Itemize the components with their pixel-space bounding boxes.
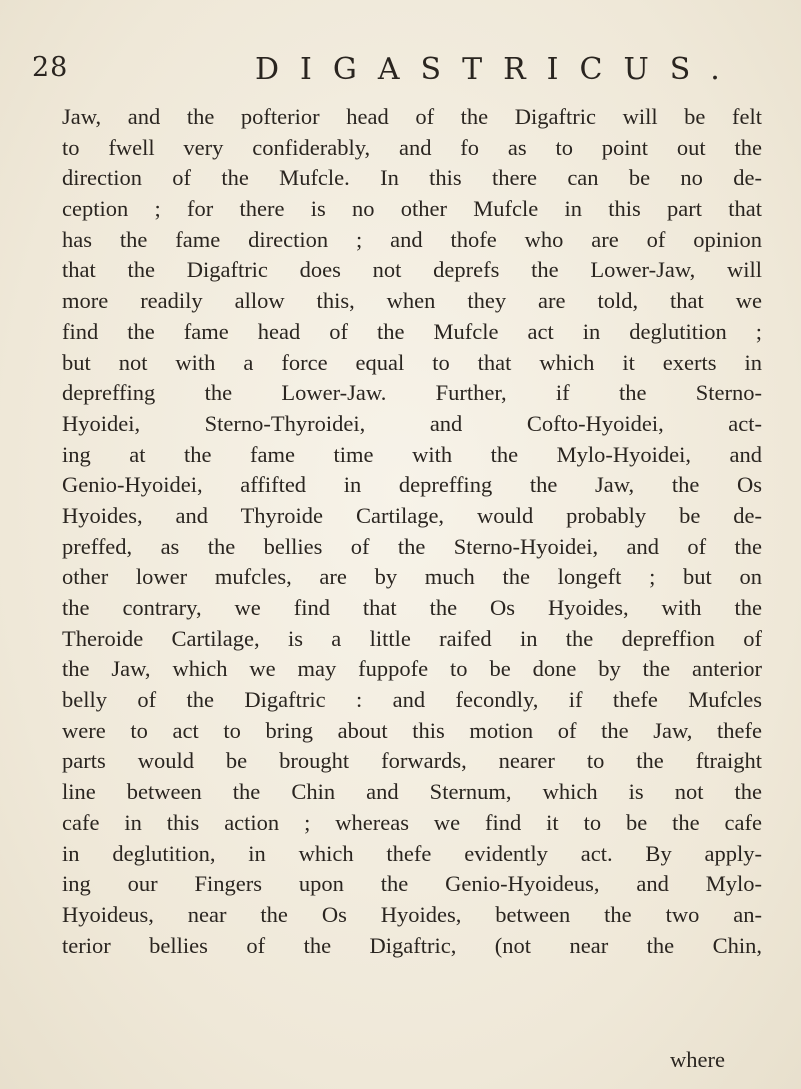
running-head-title: DIGASTRICUS. bbox=[255, 52, 741, 87]
text-line: preffed, as the bellies of the Sterno-Hyoidei, and of the bbox=[62, 533, 762, 559]
text-line: Hyoidei, Sterno-Thyroidei, and Cofto-Hyoidei, act- bbox=[62, 410, 762, 436]
text-line: cafe in this action ; whereas we find it to be the cafe bbox=[62, 809, 762, 835]
text-line: Genio-Hyoidei, affifted in depreffing the Jaw, the Os bbox=[62, 472, 762, 498]
text-line: ing our Fingers upon the Genio-Hyoideus, and Mylo- bbox=[62, 871, 762, 897]
text-line: the Jaw, which we may fuppofe to be done by the anterior bbox=[62, 656, 762, 682]
text-line: line between the Chin and Sternum, which is not the bbox=[62, 779, 762, 805]
text-line: direction of the Mufcle. In this there can be no de- bbox=[62, 165, 762, 191]
text-line: the contrary, we find that the Os Hyoides, with the bbox=[62, 595, 762, 620]
text-line: find the fame head of the Mufcle act in deglutition ; bbox=[62, 318, 762, 344]
text-line: has the fame direction ; and thofe who are of opinion bbox=[62, 226, 762, 252]
text-line: were to act to bring about this motion of the Jaw, thefe bbox=[62, 717, 762, 743]
catchword: where bbox=[670, 1047, 725, 1072]
text-line: terior bellies of the Digaftric, (not near the Chin, bbox=[62, 932, 762, 958]
text-line: Hyoides, and Thyroide Cartilage, would probably be de- bbox=[62, 502, 762, 528]
text-line: to fwell very confiderably, and fo as to point out the bbox=[62, 134, 762, 160]
body-text bbox=[62, 102, 762, 961]
text-line: belly of the Digaftric : and fecondly, if thefe Mufcles bbox=[62, 687, 762, 713]
text-line: parts would be brought forwards, nearer to the ftraight bbox=[62, 748, 762, 774]
page-number: 28 bbox=[32, 52, 69, 83]
text-line: more readily allow this, when they are told, that we bbox=[62, 288, 762, 314]
text-line: Hyoideus, near the Os Hyoides, between the two an- bbox=[62, 901, 762, 927]
text-line: ception ; for there is no other Mufcle in this part that bbox=[62, 196, 762, 222]
text-line: Theroide Cartilage, is a little raifed in the depreffion of bbox=[62, 625, 762, 651]
text-line: Jaw, and the pofterior head of the Digaftric will be felt bbox=[62, 104, 762, 129]
text-line: that the Digaftric does not deprefs the Lower-Jaw, will bbox=[62, 257, 762, 283]
text-line: ing at the fame time with the Mylo-Hyoidei, and bbox=[62, 441, 762, 467]
text-line: in deglutition, in which thefe evidently act. By apply- bbox=[62, 840, 762, 866]
running-head bbox=[30, 52, 770, 92]
text-line: depreffing the Lower-Jaw. Further, if the Sterno- bbox=[62, 380, 762, 406]
text-line: but not with a force equal to that which it exerts in bbox=[62, 349, 762, 375]
text-line: other lower mufcles, are by much the longeft ; but on bbox=[62, 564, 762, 590]
